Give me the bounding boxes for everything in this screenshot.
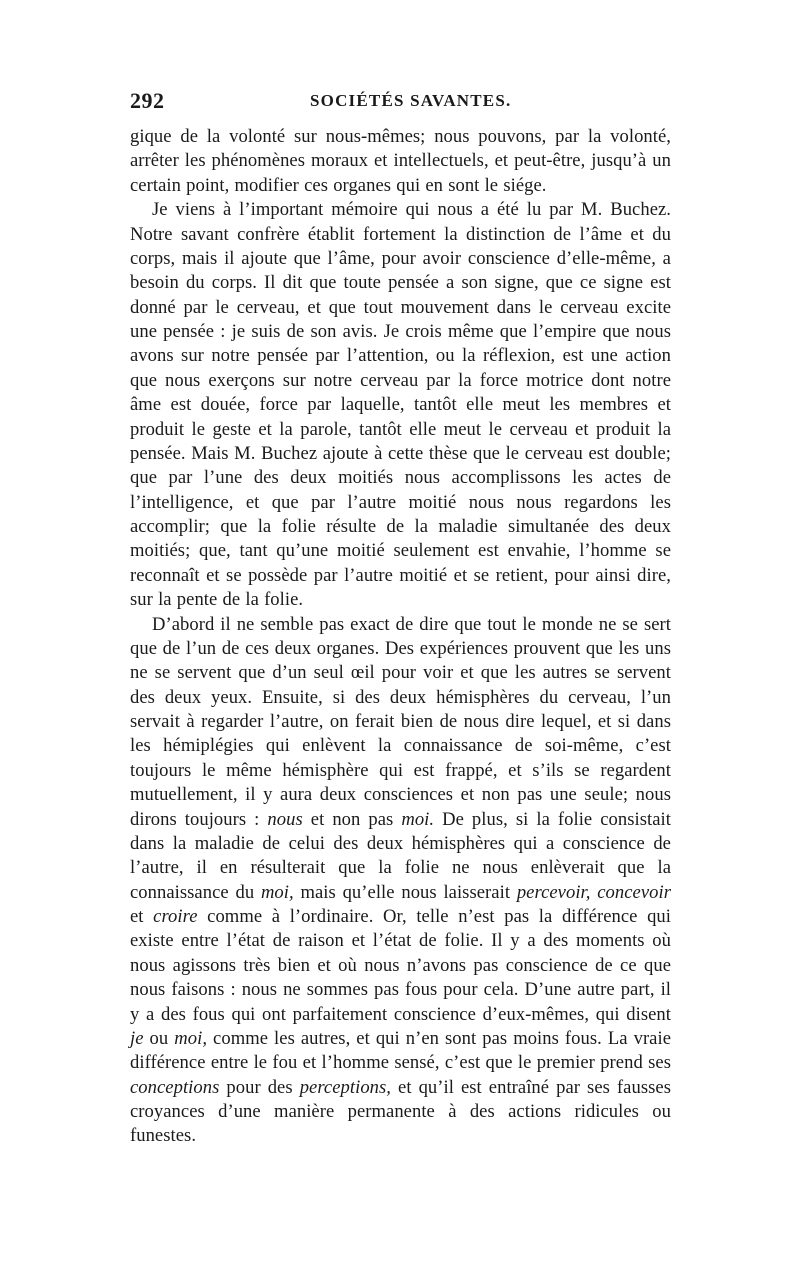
text-run: De plus, si la folie consistait dans la maladie de celui des deux hémisphères qui a conscience de l’autre, il en résulterait que la folie ne nous enlèverait que la connaissance du xyxy=(130,808,671,903)
text-run: Je viens à l’important mémoire qui nous a été lu par M. Buchez. Notre savant confrère établit fortement la distinction de l’âme et du corps, mais il ajoute que l’âme, pour avoir conscience d’elle-même, a besoin du corps. Il dit que toute pensée a son signe, que ce signe est donné par le cerveau, et que tout mouvement dans le cerveau excite une pensée : je suis de son avis. Je crois même que l’empire que nous avons sur notre pensée par l’attention, ou la réflexion, est une action que nous exerçons sur notre cerveau par la force motrice dont notre âme est douée, force par laquelle, tantôt elle meut les membres et produit le geste et la parole, tantôt elle meut le cerveau et produit la pensée. Mais M. Buchez ajoute à cette thèse que le cerveau est double; que par l’une des deux moitiés nous accomplissons les actes de l’intelligence, et que par l’autre moitié nous nous regardons les accomplir; que la folie résulte de la maladie simultanée des deux moitiés; que, tant qu’une moitié seulement est envahie, l’homme se reconnaît et se possède par l’autre moitié et se retient, pour ainsi dire, sur la pente de la folie. xyxy=(130,199,671,611)
text-run: et non pas xyxy=(302,808,402,830)
text-run: mais qu’elle nous laisserait xyxy=(293,881,517,903)
page-header xyxy=(130,88,670,118)
italic-run: nous xyxy=(267,808,303,830)
paragraph xyxy=(130,198,671,612)
running-head: SOCIÉTÉS SAVANTES. xyxy=(310,91,512,110)
italic-run: moi. xyxy=(401,808,435,830)
text-run: comme les autres, et qui n’en sont pas moins fous. La vraie différence entre le fou et l’homme sensé, c’est que le premier prend ses xyxy=(130,1027,672,1074)
italic-run: moi, xyxy=(174,1027,208,1049)
text-run: pour des xyxy=(219,1076,300,1098)
text-run: comme à l’ordinaire. Or, telle n’est pas la différence qui existe entre l’état de raison et l’état de folie. Il y a des moments où nous agissons très bien et où nous n’avons pas conscience de ce que nous faisons : nous ne sommes pas fous pour cela. D’une autre part, il y a des fous qui ont parfaitement conscience d’eux-mêmes, qui disent xyxy=(130,906,671,1025)
italic-run: conceptions xyxy=(130,1076,220,1098)
italic-run: percevoir, concevoir xyxy=(516,881,672,903)
italic-run: croire xyxy=(153,906,198,927)
body-text xyxy=(130,125,671,1149)
italic-run: perceptions, xyxy=(299,1076,391,1098)
text-run: ou xyxy=(143,1027,175,1049)
text-run: D’abord il ne semble pas exact de dire que tout le monde ne se sert que de l’un de ces deux organes. Des expériences prouvent que les uns ne se servent que d’un seul œil pour voir et que les autres se servent des deux yeux. Ensuite, si des deux hémisphères du cerveau, l’un servait à regarder l’autre, on ferait bien de nous dire lequel, et si dans les hémiplégies qui enlèvent la connaissance de soi-même, c’est toujours le même hémisphère qui est frappé, et s’ils se regardent mutuellement, il y aura deux consciences et non pas une seule; nous dirons toujours : xyxy=(130,613,671,830)
page-number: 292 xyxy=(130,88,165,113)
italic-run: je xyxy=(130,1027,144,1049)
text-run: gique de la volonté sur nous-mêmes; nous pouvons, par la volonté, arrêter les phénomènes moraux et intellectuels, et peut-être, jusqu’à un certain point, modifier ces organes qui en sont le siége. xyxy=(130,126,671,196)
text-run: et qu’il est entraîné par ses fausses croyances d’une manière permanente à des actions ridicules ou funestes. xyxy=(130,1076,671,1147)
paragraph xyxy=(130,613,671,1149)
italic-run: moi, xyxy=(260,881,294,903)
paragraph xyxy=(130,125,671,198)
text-run: et xyxy=(130,906,154,927)
